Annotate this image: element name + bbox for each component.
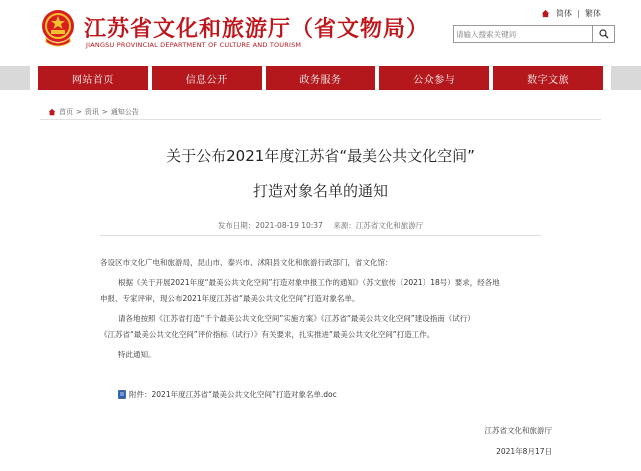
paragraph-addressee: 各设区市文化广电和旅游局，昆山市、泰兴市、沭阳县文化和旅游行政部门，省文化馆： <box>100 258 393 267</box>
nav-item-public-participation[interactable]: 公众参与 <box>379 66 489 90</box>
breadcrumb-home[interactable]: 首页 <box>59 108 73 116</box>
main-nav <box>0 66 641 90</box>
link-simplified[interactable]: 简体 <box>556 9 572 18</box>
breadcrumb-separator: > <box>101 108 108 116</box>
breadcrumb-news[interactable]: 资讯 <box>84 108 99 116</box>
nav-item-home[interactable]: 网站首页 <box>38 66 148 90</box>
search-input[interactable] <box>456 27 588 41</box>
top-links <box>541 8 601 19</box>
article-title-line2: 打造对象名单的通知 <box>252 182 388 200</box>
site-header <box>0 0 641 66</box>
paragraph-body: 根据《关于开展2021年度“最美公共文化空间”打造对象申报工作的通知》（苏文旅传〔2021〕18号）要求，经各地 <box>118 278 500 287</box>
national-emblem-icon <box>40 8 76 48</box>
breadcrumb-separator: > <box>76 108 82 116</box>
document-icon <box>118 390 126 399</box>
paragraph-body: 请各地按照《江苏省打造“千个最美公共文化空间”实施方案》《江苏省“最美公共文化空间”建设指南（试行） <box>118 314 475 323</box>
paragraph-body: 《江苏省“最美公共文化空间”评价指标（试行）》有关要求，扎实推进“最美公共文化空间”打造工作。 <box>100 330 435 339</box>
signature: 江苏省文化和旅游厅 <box>484 426 552 435</box>
search-button[interactable] <box>592 26 614 42</box>
article-meta <box>0 220 641 231</box>
divider <box>100 235 541 236</box>
link-traditional[interactable]: 繁体 <box>585 9 601 18</box>
home-icon <box>48 108 56 116</box>
article-title-line1: 关于公布2021年度江苏省“最美公共文化空间” <box>166 147 475 165</box>
attachment-link[interactable] <box>118 389 337 400</box>
nav-item-info-public[interactable]: 信息公开 <box>152 66 262 90</box>
sign-date: 2021年8月17日 <box>496 447 552 456</box>
search-icon <box>599 29 609 39</box>
paragraph-body: 申报、专家评审，现公布2021年度江苏省“最美公共文化空间”打造对象名单。 <box>100 294 360 303</box>
attachment-label[interactable]: 附件：2021年度江苏省“最美公共文化空间”打造对象名单.doc <box>129 390 337 399</box>
nav-item-digital-tourism[interactable]: 数字文旅 <box>493 66 603 90</box>
divider <box>40 119 601 120</box>
search-box <box>453 25 615 43</box>
home-icon[interactable] <box>541 9 550 18</box>
divider <box>578 10 579 18</box>
breadcrumb <box>48 107 139 117</box>
publish-date: 发布日期：2021-08-19 10:37 <box>217 221 323 230</box>
nav-item-gov-service[interactable]: 政务服务 <box>266 66 376 90</box>
breadcrumb-notices[interactable]: 通知公告 <box>110 108 139 116</box>
site-subtitle: JIANGSU PROVINCIAL DEPARTMENT OF CULTURE AND TOURISM <box>86 41 302 49</box>
article-source: 来源：江苏省文化和旅游厅 <box>333 221 424 230</box>
paragraph-closing: 特此通知。 <box>118 350 156 359</box>
site-title[interactable]: 江苏省文化和旅游厅（省文物局） <box>84 17 430 42</box>
